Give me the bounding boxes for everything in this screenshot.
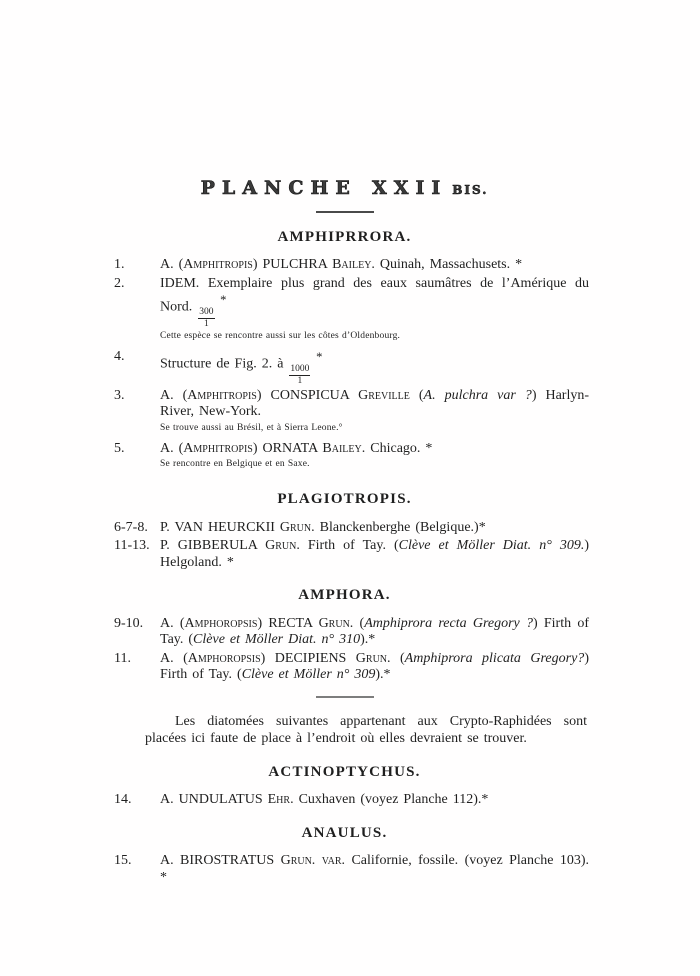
text-segment: Amphitropis <box>183 257 253 272</box>
text-segment: Bailey. <box>332 257 375 272</box>
fraction-numerator: 300 <box>199 307 214 318</box>
text-segment: ) Firth of Tay. ( <box>160 650 589 683</box>
list-item <box>100 651 589 684</box>
list-item <box>100 520 589 537</box>
section-heading: ANAULUS. <box>301 824 388 841</box>
item-text <box>160 792 589 809</box>
item-text <box>160 349 589 386</box>
text-segment: ( <box>353 615 365 631</box>
text-segment: ) CONSPICUA <box>256 387 359 403</box>
text-segment: Chicago. * <box>365 440 433 456</box>
list-item <box>100 616 589 649</box>
text-segment: Bailey. <box>322 440 366 456</box>
text-segment: Amphitropis <box>183 440 253 456</box>
item-number: 11. <box>114 650 131 666</box>
text-segment: ) ORNATA <box>252 440 323 456</box>
text-segment: A. BIROSTRATUS <box>160 853 281 869</box>
list-item <box>100 441 589 476</box>
text-segment: Grun. <box>279 519 315 535</box>
list-item <box>100 792 589 809</box>
plate-sections <box>100 229 589 887</box>
text-segment: Ehr. <box>267 792 294 808</box>
text-segment: A. ( <box>160 440 184 456</box>
text-segment: A. ( <box>160 387 188 403</box>
text-segment: A. ( <box>160 650 188 666</box>
list-item <box>100 349 589 386</box>
list-item <box>100 853 589 886</box>
item-text <box>160 616 589 649</box>
text-segment: Amphoropsis <box>187 650 261 666</box>
text-segment: * <box>215 293 227 307</box>
text-segment: ) RECTA <box>257 615 319 631</box>
text-segment: P. VAN HEURCKII <box>160 519 280 535</box>
item-number: 5. <box>114 440 125 456</box>
item-text <box>160 651 589 684</box>
item-number: 2. <box>114 275 125 291</box>
item-text <box>160 276 589 347</box>
text-segment: ) Helgoland. * <box>160 538 589 570</box>
list-item <box>100 276 589 347</box>
title-rule <box>316 211 374 213</box>
text-segment: Greville <box>358 387 410 403</box>
item-number: 15. <box>114 853 132 869</box>
text-segment: ) Firth of Tay. ( <box>160 615 589 648</box>
text-segment: P. GIBBERULA <box>160 538 266 554</box>
text-segment: ).* <box>360 632 376 648</box>
list-item <box>100 388 589 439</box>
item-text <box>160 257 589 274</box>
item-note: Se rencontre en Belgique et en Saxe. <box>160 459 310 470</box>
item-note: Se trouve aussi au Brésil, et à Sierra Leone.° <box>160 422 343 433</box>
item-text <box>160 853 589 886</box>
text-segment: Amphitropis <box>187 387 257 403</box>
text-segment: A. ( <box>160 257 184 272</box>
text-segment: Clève et Möller Diat. n° 309. <box>398 538 585 554</box>
fraction-denominator: 1 <box>297 375 303 386</box>
plate-title-suffix: BIS. <box>452 183 489 197</box>
text-segment: ) Harlyn-River, New-York. <box>160 387 590 420</box>
text-segment: Californie, fossile. (voyez Planche 103). * <box>160 853 589 885</box>
text-segment: Clève et Möller n° 309 <box>241 667 376 683</box>
item-text <box>160 520 589 537</box>
fraction <box>289 364 310 386</box>
plate-title-main: PLANCHE XXII <box>200 177 448 199</box>
text-segment: ( <box>390 650 405 666</box>
section-heading: AMPHIPRRORA. <box>277 228 412 245</box>
text-segment: Firth of Tay. ( <box>299 538 399 554</box>
text-segment: ).* <box>375 667 391 683</box>
fraction-denominator: 1 <box>204 318 209 329</box>
text-segment: A. ( <box>160 615 185 631</box>
text-segment: Amphoropsis <box>184 615 258 631</box>
text-segment: Grun. var. <box>280 853 346 869</box>
item-text <box>160 538 589 571</box>
fraction <box>198 307 214 329</box>
item-text <box>160 388 589 439</box>
item-number: 14. <box>114 792 132 808</box>
text-segment: ) PULCHRA <box>252 257 333 272</box>
item-number: 3. <box>114 387 125 403</box>
text-segment: Structure de Fig. 2. à <box>160 356 289 372</box>
item-note: Cette espèce se rencontre aussi sur les côtes d’Oldenbourg. <box>160 330 401 341</box>
text-segment: Quinah, Massachusets. * <box>374 257 523 272</box>
text-segment: A. UNDULATUS <box>160 792 268 808</box>
text-segment: ( <box>409 387 424 403</box>
item-number: 1. <box>114 257 125 272</box>
text-segment: Cuxhaven (voyez Planche 112).* <box>293 792 489 808</box>
plate-title <box>100 177 589 199</box>
text-segment: Amphiprora recta Gregory ? <box>364 615 533 631</box>
text-segment: Grun. <box>355 650 391 666</box>
list-item <box>100 257 589 274</box>
text-segment: A. pulchra var ? <box>423 387 532 403</box>
text-segment: IDEM. Exemplaire plus grand des eaux saumâtres de l’Amérique du Nord. <box>160 275 589 315</box>
fraction-numerator: 1000 <box>290 364 310 375</box>
text-segment: Blanckenberghe (Belgique.)* <box>314 519 486 535</box>
list-item <box>100 538 589 571</box>
section-heading: AMPHORA. <box>298 587 391 604</box>
section-divider <box>316 696 374 698</box>
text-segment: Clève et Möller Diat. n° 310 <box>193 632 361 648</box>
text-segment: ) DECIPIENS <box>260 650 356 666</box>
item-number: 4. <box>114 348 125 364</box>
plate-listing <box>100 177 590 888</box>
text-segment: * <box>311 349 323 364</box>
text-segment: Grun. <box>265 538 300 554</box>
item-number: 6-7-8. <box>114 519 148 535</box>
item-number: 9-10. <box>114 615 144 631</box>
item-number: 11-13. <box>114 538 150 554</box>
item-text <box>160 441 589 476</box>
text-segment: Amphiprora plicata Gregory? <box>404 650 585 666</box>
interlude-paragraph: Les diatomées suivantes appartenant aux Crypto-Raphidées sont placées ici faute de place à l’endroit où elles devraient se trouver. <box>145 713 587 747</box>
section-heading: ACTINOPTYCHUS. <box>268 763 421 780</box>
section-heading: PLAGIOTROPIS. <box>277 491 412 508</box>
text-segment: Grun. <box>318 615 354 631</box>
